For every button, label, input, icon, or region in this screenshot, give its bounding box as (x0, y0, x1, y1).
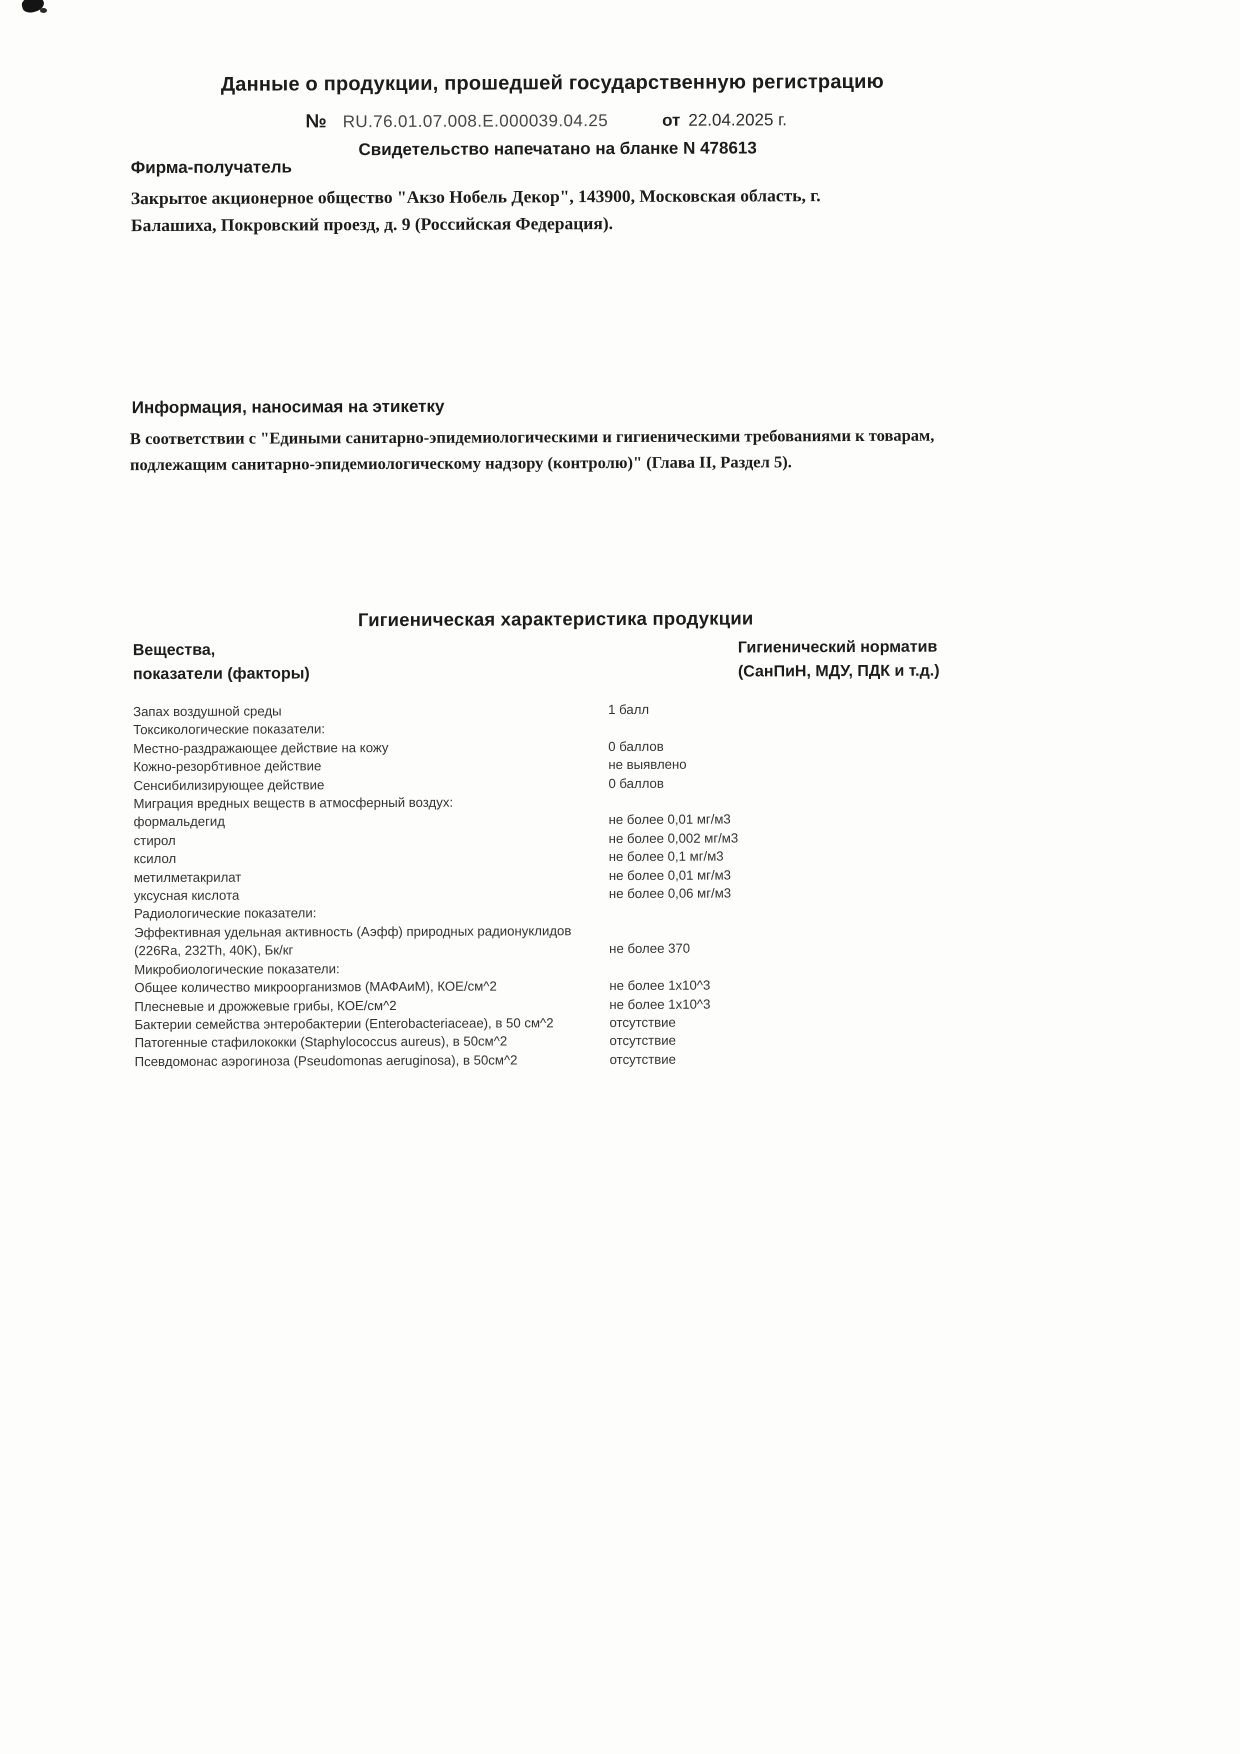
row-norm: 1 балл (608, 701, 650, 718)
row-substance: Радиологические показатели: (133, 905, 317, 922)
row-substance: Плесневые и дрожжевые грибы, КОЕ/см^2 (134, 997, 397, 1014)
date-label: от (661, 110, 681, 130)
row-norm: не более 0,002 мг/м3 (608, 830, 739, 846)
recipient-label: Фирма-получатель (130, 157, 292, 178)
table-row (133, 773, 963, 795)
row-norm: не более 1x10^3 (609, 996, 711, 1012)
row-substance: Эффективная удельная активность (Аэфф) природных радионуклидов (226Ra, 232Th, 40K), Бк/кг (134, 923, 572, 959)
row-norm: отсутствие (609, 1051, 677, 1067)
row-norm: не более 1x10^3 (609, 977, 711, 994)
table-row (135, 1049, 965, 1071)
row-norm: 0 баллов (608, 738, 664, 754)
row-norm: не более 370 (609, 940, 691, 957)
column-header-substances-line1: Вещества, (132, 641, 216, 660)
column-header-norm-line1: Гигиенический норматив (737, 638, 938, 657)
table-row (134, 920, 964, 960)
registration-number: RU.76.01.07.008.E.000039.04.25 (342, 111, 609, 132)
number-sign: № (305, 111, 327, 133)
row-norm: отсутствие (609, 1033, 676, 1049)
row-substance: уксусная кислота (133, 887, 240, 904)
row-substance: формальдегид (133, 814, 226, 830)
hygiene-table (133, 700, 965, 1072)
label-info-title: Информация, наносимая на этикетку (131, 396, 445, 418)
row-norm: не более 0,01 мг/м3 (608, 867, 732, 883)
certificate-blank-note: Свидетельство напечатано на бланке N 478613 (358, 138, 757, 160)
row-norm: не более 0,01 мг/м3 (608, 811, 731, 828)
recipient-address: Закрытое акционерное общество "Акзо Нобель Декор", 143900, Московская область, г. Балашиха, Покровский проезд, д. 9 (Российская Федерация). (130, 185, 821, 236)
row-substance: Бактерии семейства энтеробактерии (Enterobacteriaceae), в 50 см^2 (134, 1015, 554, 1033)
row-substance: Миграция вредных веществ в атмосферный воздух: (133, 794, 454, 812)
registration-number-line (305, 108, 1125, 134)
label-info-text: В соответствии с "Едиными санитарно-эпидемиологическими и гигиеническими требованиями к товарам, подлежащим санитарно-эпидемиологическому надзору (контролю)" (Глава II, Раздел 5). (129, 425, 935, 475)
row-norm: отсутствие (609, 1014, 676, 1030)
row-norm: не выявлено (608, 756, 687, 773)
hygiene-section-title: Гигиеническая характеристика продукции (357, 607, 754, 631)
column-header-norm (738, 636, 940, 685)
row-norm: не более 0,1 мг/м3 (608, 848, 724, 865)
row-substance: Общее количество микроорганизмов (МАФАиМ), КОЕ/см^2 (134, 978, 497, 996)
row-substance: Сенсибилизирующее действие (133, 776, 325, 793)
row-substance: Кожно-резорбтивное действие (133, 758, 322, 775)
table-row (134, 884, 964, 906)
row-substance: ксилол (133, 851, 177, 867)
row-substance: Местно-раздражающее действие на кожу (133, 739, 389, 756)
registration-date: 22.04.2025 г. (688, 110, 788, 130)
row-substance: метилметакрилат (133, 869, 242, 885)
column-header-substances-line2: показатели (факторы) (132, 665, 310, 684)
row-substance: Токсикологические показатели: (133, 721, 326, 738)
row-substance: стирол (133, 832, 176, 848)
row-substance: Патогенные стафилококки (Staphylococcus aureus), в 50см^2 (134, 1033, 508, 1051)
row-substance: Микробиологические показатели: (134, 960, 340, 977)
row-substance: Псевдомонас аэрогиноза (Pseudomonas aeruginosa), в 50см^2 (134, 1052, 518, 1069)
row-norm: не более 0,06 мг/м3 (608, 885, 732, 902)
column-header-norm-line2: (СанПиН, МДУ, ПДК и т.д.) (737, 662, 940, 681)
row-substance: Запах воздушной среды (133, 703, 282, 720)
document-title: Данные о продукции, прошедшей государственную регистрацию (220, 70, 884, 96)
column-header-substances (133, 638, 310, 687)
row-norm: 0 баллов (608, 775, 664, 791)
table-row (133, 700, 963, 722)
